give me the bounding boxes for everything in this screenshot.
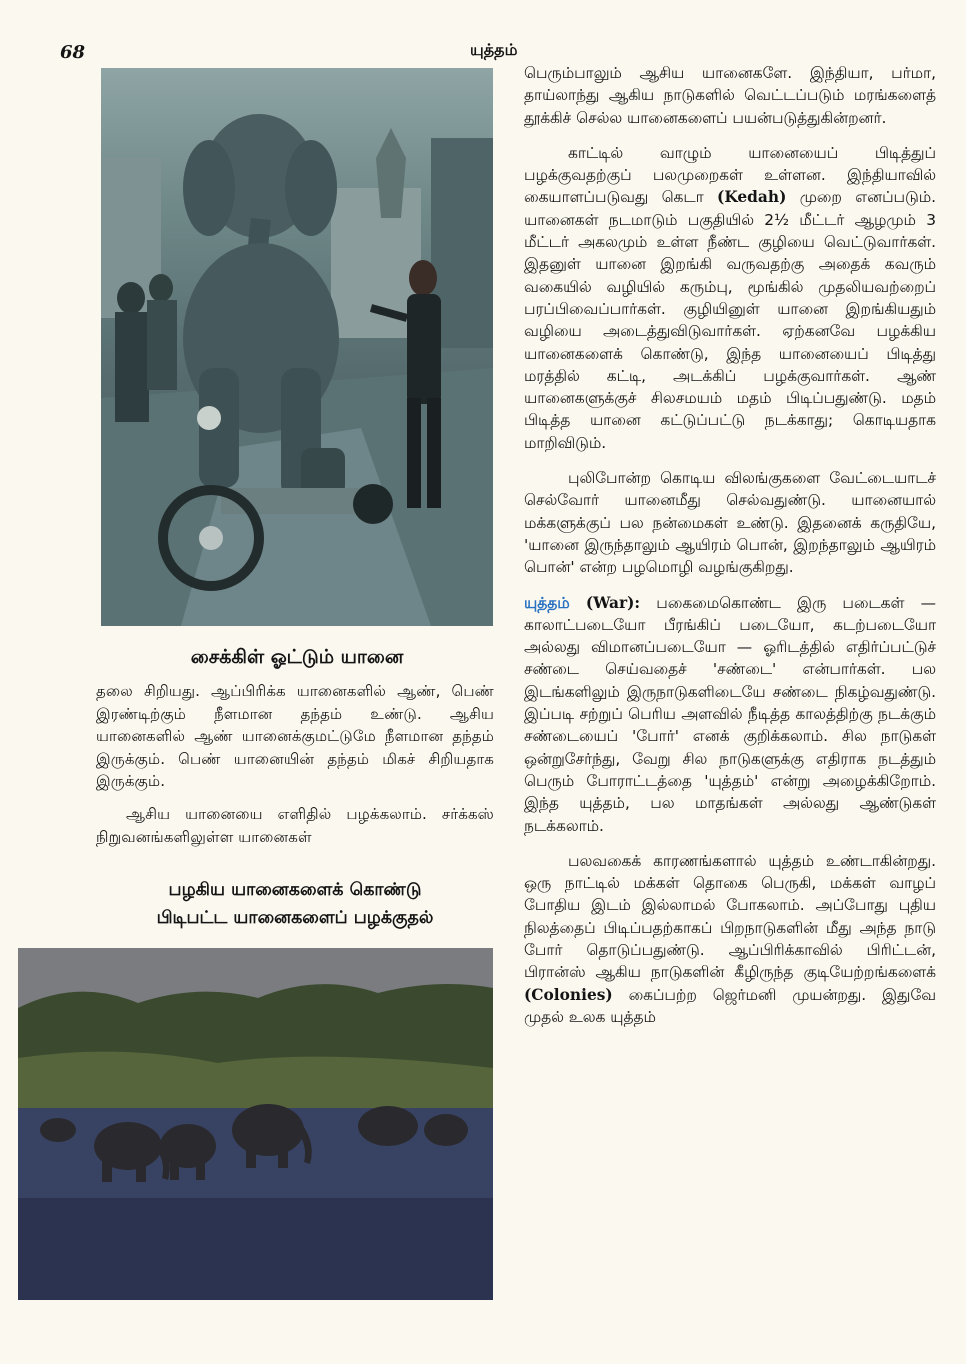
entry-term: யுத்தம் [524, 593, 570, 612]
right-column-text [524, 62, 936, 1041]
elephants-river-illustration [18, 948, 493, 1300]
section-subheading [96, 876, 494, 932]
paragraph: புலிபோன்ற கொடிய விலங்குகளை வேட்டையாடச் செல்வோர் யானைமீது செல்வதுண்டு. யானையால் மக்களுக்குப் பல நன்மைகள் உண்டு. இதனைக் கருதியே, 'யானை இருந்தாலும் ஆயிரம் பொன், இறந்தாலும் ஆயிரம் பொன்' என்ற பழமொழி வழங்குகிறது. [524, 469, 936, 577]
paragraph: தலை சிறியது. ஆப்பிரிக்க யானைகளில் ஆண், பெண் இரண்டிற்கும் நீளமான தந்தம் உண்டு. ஆசிய யானைகளில் ஆண் யானைக்குமட்டுமே நீளமான தந்தம் இருக்கும். பெண் யானையின் தந்தம் மிகச் சிறியதாக இருக்கும். [96, 682, 494, 791]
subheading-line: பிடிபட்ட யானைகளைப் பழக்குதல் [156, 908, 434, 928]
elephant-cycling-illustration [101, 68, 493, 626]
paragraph [524, 592, 936, 837]
elephants-in-river-photo [18, 948, 493, 1300]
text-run: முறை எனப்படும். யானைகள் நடமாடும் பகுதியில் 2½ மீட்டர் ஆழமும் 3 மீட்டர் அகலமும் உள்ள நீண்ட குழியை வெட்டுவார்கள். இதனுள் யானை இறங்கி வருவதற்கு அதைக் கவரும் வகையில் வழியில் கரும்பு, மூங்கில் முதலியவற்றைப் பரப்பிவைப்பார்கள். குழியினுள் யானை இறங்கியதும் வழியை அடைத்துவிடுவார்கள். ஏற்கனவே பழக்கிய யானைகளைக் கொண்டு, இந்த யானையைப் பிடித்து மரத்தில் கட்டி, அடக்கிப் பழக்குவார்கள். ஆண் யானைகளுக்குச் சிலசமயம் மதம் பிடிப்பதுண்டு. மதம் பிடித்த யானை கட்டுப்பட்டு நடக்காது; கொடியதாக மாறிவிடும். [524, 188, 936, 452]
paragraph [524, 142, 936, 454]
text-run: பலவகைக் காரணங்களால் யுத்தம் உண்டாகின்றது. ஒரு நாட்டில் மக்கள் தொகை பெருகி, மக்கள் வாழப் போதிய இடம் இல்லாமல் போகலாம். அப்போது புதிய நிலத்தைப் பிடிப்பதற்காகப் பிறநாடுகளின் மீது அந்த நாடு போர் தொடுப்பதுண்டு. ஆப்பிரிக்காவில் பிரிட்டன், பிரான்ஸ் ஆகிய நாடுகளின் கீழிருந்த குடியேற்றங்களைக் [524, 851, 936, 982]
english-term-war: (War): [585, 593, 641, 612]
paragraph: பெரும்பாலும் ஆசிய யானைகளே. இந்தியா, பர்மா, தாய்லாந்து ஆகிய நாடுகளில் வெட்டப்படும் மரங்களைத் தூக்கிச் செல்ல யானைகளைப் பயன்படுத்துகின்றனர். [524, 64, 936, 127]
elephant-cycling-photo [101, 68, 493, 626]
english-term-kedah: (Kedah) [717, 188, 787, 207]
subheading-line: பழகிய யானைகளைக் கொண்டு [168, 880, 422, 900]
paragraph: ஆசிய யானையை எளிதில் பழக்கலாம். சர்க்கஸ் நிறுவனங்களிலுள்ள யானைகள் [96, 804, 494, 846]
paragraph [524, 850, 936, 1028]
photo-caption: சைக்கிள் ஓட்டும் யானை [190, 646, 404, 668]
left-column-text [96, 680, 494, 858]
english-term-colonies: (Colonies) [524, 985, 613, 1004]
text-run: கைப்பற்ற ஜெர்மனி முயன்றது. இதுவே முதல் உலக யுத்தம் [524, 985, 936, 1026]
running-title: யுத்தம் [470, 40, 518, 59]
page-number: 68 [60, 42, 86, 63]
text-run: காட்டில் வாழும் யானையைப் பிடித்துப் பழக்குவதற்குப் பலமுறைகள் உள்ளன. இந்தியாவில் கையாளப்படுவது கெடா [524, 143, 936, 207]
text-run: பகைமைகொண்ட இரு படைகள் — காலாட்படையோ பீரங்கிப் படையோ, கடற்படையோ அல்லது விமானப்படையோ — ஓரிடத்தில் எதிர்ப்பட்டுச் சண்டை செய்வதைச் 'சண்டை' என்பார்கள். பல இடங்களிலும் இருநாடுகளிடையே சண்டை நிகழ்வதுண்டு. இப்படி சற்றுப் பெரிய அளவில் நீடித்த காலத்திற்கு நடக்கும் சண்டையைப் 'போர்' எனக் குறிக்கலாம். சில நாடுகள் ஒன்றுசேர்ந்து, வேறு சில நாடுகளுக்கு எதிராக நடத்தும் பெரும் போராட்டத்தை 'யுத்தம்' என்று அழைக்கிறோம். இந்த யுத்தம், பல மாதங்கள் அல்லது ஆண்டுகள் நடக்கலாம். [524, 593, 936, 835]
